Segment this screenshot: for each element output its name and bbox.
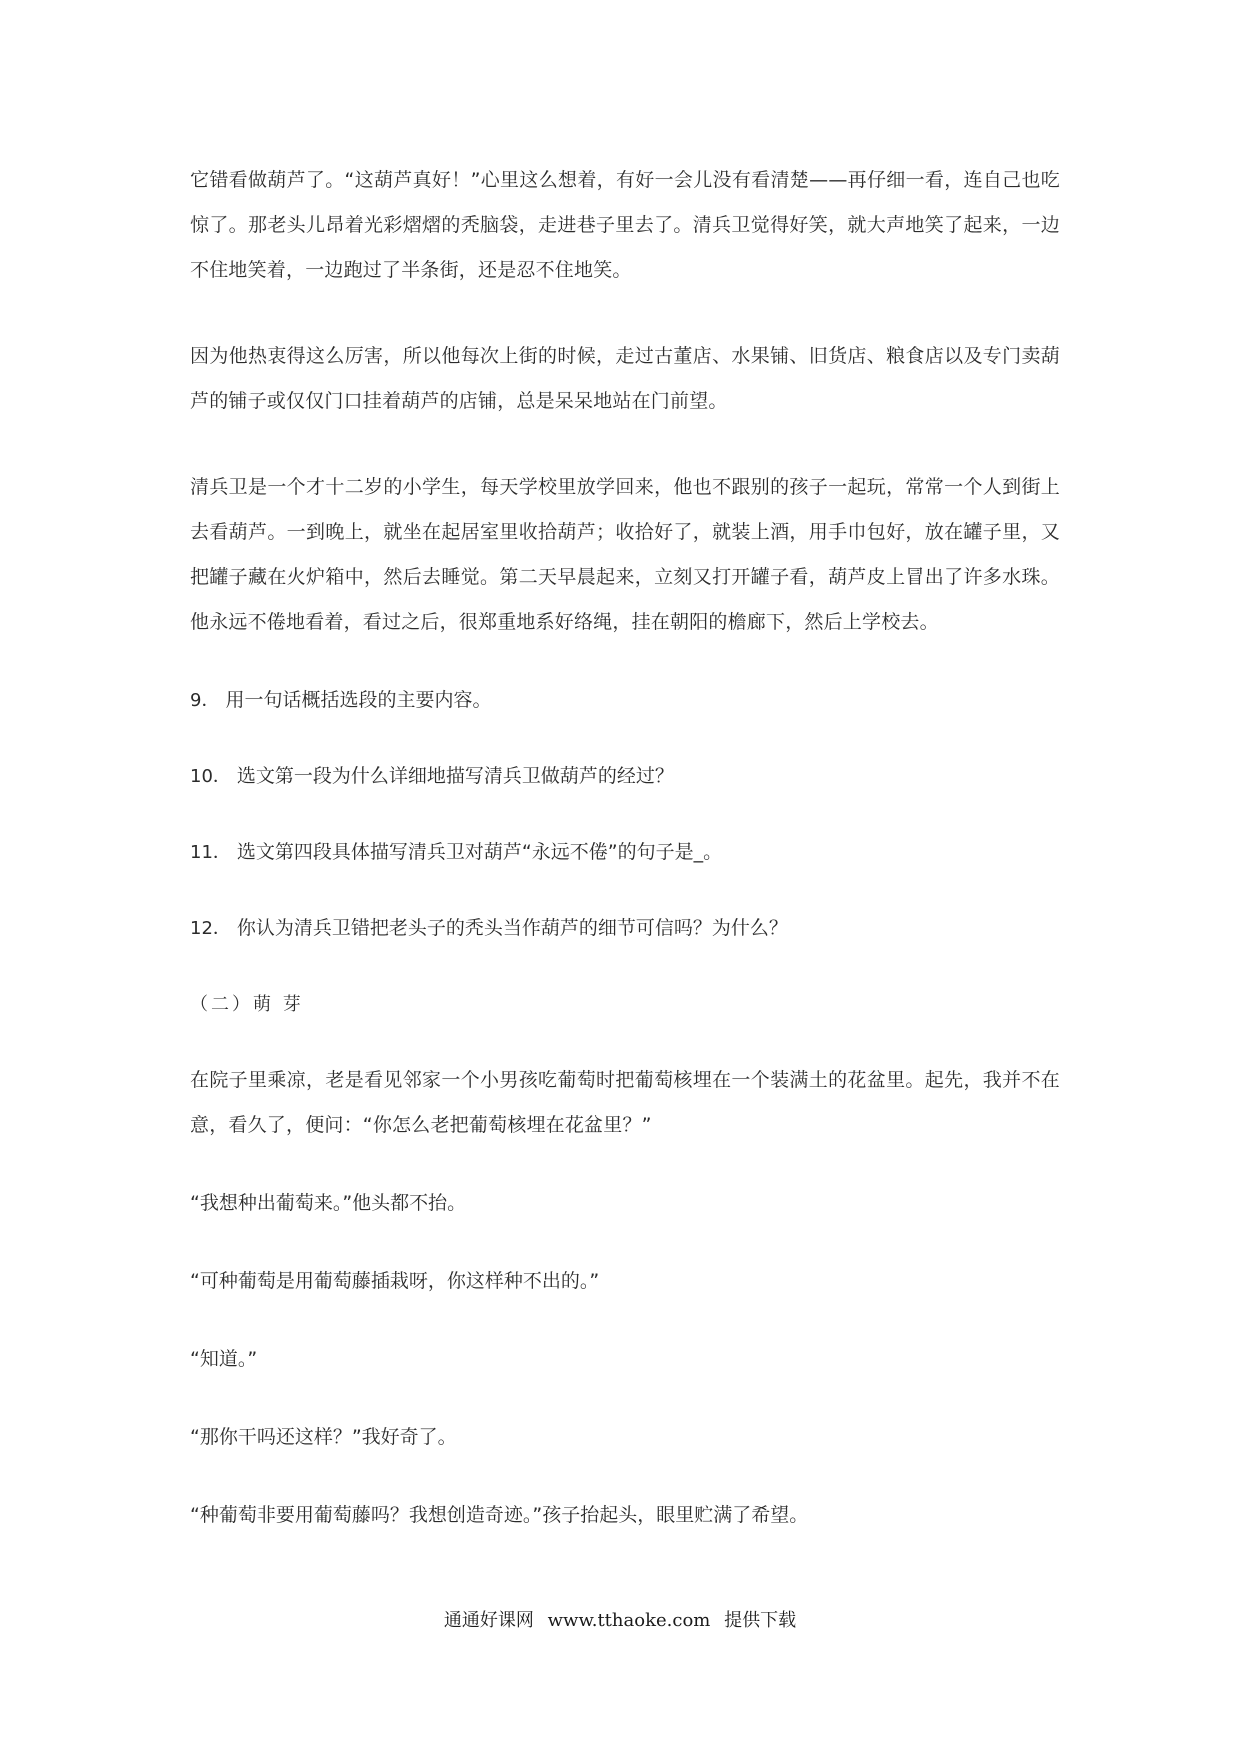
- paragraph-1: 它错看做葫芦了。“这葫芦真好！”心里这么想着，有好一会儿没有看清楚——再仔细一看，连自己也吃惊了。那老头儿昂着光彩熠熠的秃脑袋，走进巷子里去了。清兵卫觉得好笑，就大声地笑了起来，一边不住地笑着，一边跑过了半条街，还是忍不住地笑。: [190, 169, 1060, 281]
- dialog-line-4: “那你干吗还这样？”我好奇了。: [190, 1426, 457, 1448]
- question-text: 你认为清兵卫错把老头子的秃头当作葫芦的细节可信吗？为什么？: [236, 917, 788, 939]
- paragraph-2: 因为他热衷得这么厉害，所以他每次上街的时候，走过古董店、水果铺、旧货店、粮食店以及专门卖葫芦的铺子或仅仅门口挂着葫芦的店铺，总是呆呆地站在门前望。: [190, 345, 1060, 412]
- question-9: [190, 678, 1060, 723]
- question-10: [190, 754, 1060, 799]
- document-body: [190, 158, 1060, 1571]
- dialog-line-1: “我想种出葡萄来。”他头都不抬。: [190, 1192, 467, 1214]
- story-paragraph: 在院子里乘凉，老是看见邻家一个小男孩吃葡萄时把葡萄核埋在一个装满土的花盆里。起先，我并不在意，看久了，便问：“你怎么老把葡萄核埋在花盆里？”: [190, 1069, 1060, 1136]
- question-number: 9．: [190, 690, 220, 711]
- dialog-line-5: “种葡萄非要用葡萄藤吗？我想创造奇迹。”孩子抬起头，眼里贮满了希望。: [190, 1504, 809, 1526]
- question-11: [190, 830, 1060, 875]
- question-12: [190, 906, 1060, 951]
- paragraph-3: 清兵卫是一个才十二岁的小学生，每天学校里放学回来，他也不跟别的孩子一起玩，常常一个人到街上去看葫芦。一到晚上，就坐在起居室里收拾葫芦；收拾好了，就装上酒，用手巾包好，放在罐子里，又把罐子藏在火炉箱中，然后去睡觉。第二天早晨起来，立刻又打开罐子看，葫芦皮上冒出了许多水珠。他永远不倦地看着，看过之后，很郑重地系好络绳，挂在朝阳的檐廊下，然后上学校去。: [190, 476, 1060, 633]
- footer-url[interactable]: www.tthaoke.com: [547, 1610, 711, 1631]
- page-footer: [0, 1606, 1240, 1632]
- question-text: 用一句话概括选段的主要内容。: [225, 689, 492, 711]
- footer-site-name: 通通好课网: [443, 1610, 534, 1631]
- footer-tagline: 提供下载: [724, 1610, 797, 1631]
- question-number: 10．: [190, 766, 231, 787]
- section-title: （二）萌 芽: [190, 994, 304, 1015]
- question-text: 选文第一段为什么详细地描写清兵卫做葫芦的经过？: [236, 765, 674, 787]
- question-number: 12．: [190, 918, 231, 939]
- dialog-line-2: “可种葡萄是用葡萄藤插栽呀，你这样种不出的。”: [190, 1270, 600, 1292]
- dialog-line-3: “知道。”: [190, 1348, 258, 1370]
- question-number: 11．: [190, 842, 231, 863]
- question-text: 选文第四段具体描写清兵卫对葫芦“永远不倦”的句子是_。: [236, 841, 723, 863]
